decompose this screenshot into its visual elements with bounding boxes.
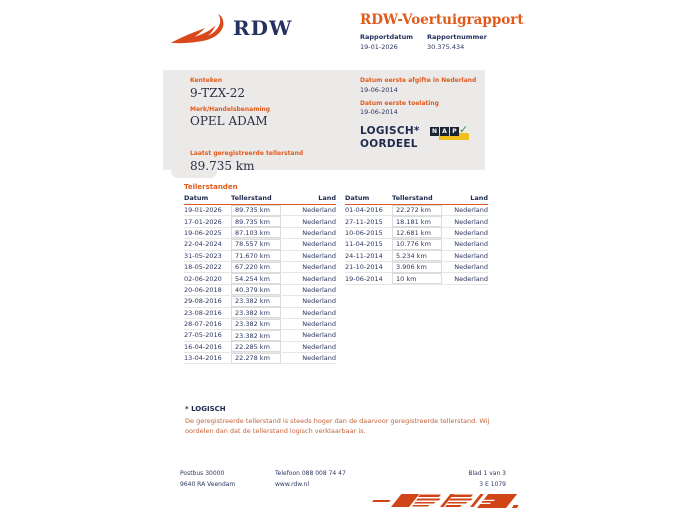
odometer-row — [184, 273, 336, 284]
odometer-cell — [231, 284, 287, 295]
report-number-field — [427, 33, 487, 51]
odometer-cell — [231, 330, 287, 341]
odometer-row — [184, 353, 336, 364]
tellerstand-value: 89.735 km — [190, 158, 255, 173]
merk-value: OPEL ADAM — [190, 114, 268, 128]
rdw-eagle-icon — [170, 10, 226, 46]
odometer-cell — [231, 262, 287, 273]
odometer-date: 28-07-2016 — [184, 320, 222, 329]
logisch-footnote — [185, 405, 517, 436]
odometer-date: 17-01-2026 — [184, 217, 222, 226]
footer-page-info — [436, 469, 506, 491]
odometer-date: 27-11-2015 — [345, 217, 383, 226]
afgifte-label: Datum eerste afgifte in Nederland — [360, 77, 477, 84]
odometer-date: 18-05-2022 — [184, 263, 222, 272]
footer-doc-code: 3 E 1079 — [479, 480, 506, 488]
odometer-row — [345, 251, 488, 262]
vehicle-summary-panel — [163, 70, 485, 173]
odometer-row — [184, 319, 336, 330]
kenteken-value: 9-TZX-22 — [190, 85, 246, 100]
odometer-value: 10 km — [392, 273, 442, 284]
odometer-country: Nederland — [302, 308, 336, 317]
report-number-label: Rapportnummer — [427, 33, 487, 41]
odometer-row — [184, 342, 336, 353]
odometer-date: 24-11-2014 — [345, 251, 383, 260]
footnote-text: De geregistreerde tellerstand is steeds hoger dan de daarvoor geregistreerde tellerstand. Wij oordelen dan dat de tellerstand logisch verklaarbaar is. — [185, 417, 490, 436]
odometer-cell — [231, 205, 287, 216]
odometer-cell — [392, 262, 448, 273]
footer-address — [180, 469, 275, 491]
footer-contact — [275, 469, 436, 491]
odometer-row — [345, 216, 488, 227]
nap-letter-n: N — [431, 128, 438, 135]
odometer-cell — [392, 205, 448, 216]
footer-page-number: Blad 1 van 3 — [468, 470, 506, 477]
odometer-cell — [392, 227, 448, 238]
odometer-value: 71.670 km — [231, 250, 281, 261]
odometer-cell — [231, 239, 287, 250]
odometer-cell — [231, 227, 287, 238]
odometer-value: 22.272 km — [392, 205, 442, 216]
odometer-country: Nederland — [302, 206, 336, 215]
oordeel-line2: OORDEEL — [360, 138, 418, 151]
odometer-country: Nederland — [302, 251, 336, 260]
odometer-value: 22.285 km — [231, 341, 281, 352]
odometer-cell — [392, 273, 448, 284]
toelating-label: Datum eerste toelating — [360, 99, 439, 107]
odometer-value: 23.382 km — [231, 296, 281, 307]
odometer-value: 54.254 km — [231, 273, 281, 284]
report-number-value: 30.375.434 — [427, 43, 465, 51]
odometer-cell — [231, 319, 287, 330]
odometer-value: 10.776 km — [392, 239, 442, 250]
report-date-value: 19-01-2026 — [360, 43, 398, 51]
odometer-value: 23.382 km — [231, 330, 281, 341]
odometer-country: Nederland — [302, 263, 336, 272]
odometer-country: Nederland — [302, 274, 336, 283]
odometer-cell — [392, 250, 448, 261]
odometer-cell — [231, 273, 287, 284]
odometer-country: Nederland — [454, 274, 488, 283]
odometer-country: Nederland — [302, 331, 336, 340]
odometer-row — [345, 205, 488, 216]
check-icon: ✓ — [459, 123, 469, 136]
odometer-row — [184, 228, 336, 239]
odometer-date: 19-01-2026 — [184, 206, 222, 215]
odometer-country: Nederland — [302, 217, 336, 226]
odometer-country: Nederland — [302, 285, 336, 294]
nap-letter-p: P — [450, 127, 459, 136]
odometer-row — [184, 308, 336, 319]
footer-address-line1: Postbus 30000 — [180, 470, 225, 477]
odometer-value: 23.382 km — [231, 307, 281, 318]
odometer-row — [345, 273, 488, 284]
odometer-value: 87.103 km — [231, 227, 281, 238]
odometer-date: 02-06-2020 — [184, 274, 222, 283]
odometer-row — [184, 205, 336, 216]
afgifte-value: 19-06-2014 — [360, 85, 398, 94]
column-header-datum: Datum — [184, 194, 209, 202]
rdw-speed-pattern-icon — [372, 492, 524, 512]
odometer-date: 19-06-2014 — [345, 274, 383, 283]
odometer-country: Nederland — [302, 342, 336, 351]
tellerstand-label: Laatst geregistreerde tellerstand — [190, 150, 304, 157]
odometer-country: Nederland — [302, 240, 336, 249]
odometer-date: 22-04-2024 — [184, 240, 222, 249]
column-header-tellerstand: Tellerstand — [231, 194, 272, 202]
odometer-value: 67.220 km — [231, 262, 281, 273]
odometer-table-right — [345, 194, 488, 285]
report-date-field — [360, 33, 413, 51]
report-date-label: Rapportdatum — [360, 33, 414, 41]
odometer-cell — [231, 250, 287, 261]
vehicle-identity — [190, 77, 303, 179]
odometer-value: 12.681 km — [392, 227, 442, 238]
column-header-land: Land — [470, 194, 488, 202]
odometer-value: 18.181 km — [392, 216, 442, 227]
odometer-cell — [231, 341, 287, 352]
page-footer — [180, 469, 506, 491]
odometer-date: 13-04-2016 — [184, 354, 222, 363]
odometer-country: Nederland — [302, 297, 336, 306]
odometer-date: 23-08-2016 — [184, 308, 222, 317]
page-title: RDW-Voertuigrapport — [360, 12, 524, 28]
rdw-logo-text: RDW — [233, 16, 293, 40]
odometer-value: 3.906 km — [392, 262, 442, 273]
odometer-value: 89.735 km — [231, 205, 281, 216]
odometer-date: 27-05-2016 — [184, 331, 222, 340]
odometer-row — [184, 251, 336, 262]
odometer-date: 16-04-2016 — [184, 342, 222, 351]
odometer-date: 01-04-2016 — [345, 206, 383, 215]
table-body-right — [345, 205, 488, 285]
odometer-row — [345, 228, 488, 239]
odometer-country: Nederland — [302, 354, 336, 363]
odometer-value: 40.379 km — [231, 284, 281, 295]
toelating-value: 19-06-2014 — [360, 108, 398, 116]
odometer-country: Nederland — [454, 251, 488, 260]
odometer-row — [184, 239, 336, 250]
odometer-value: 23.382 km — [231, 319, 281, 330]
odometer-country: Nederland — [454, 263, 488, 272]
nap-letter-a: A — [440, 127, 449, 136]
footer-website: www.rdw.nl — [275, 480, 309, 488]
odometer-cell — [231, 216, 287, 227]
odometer-date: 11-04-2015 — [345, 240, 383, 249]
table-header — [345, 194, 488, 205]
kenteken-label: Kenteken — [190, 77, 222, 84]
odometer-value: 22.278 km — [231, 353, 281, 364]
odometer-cell — [392, 239, 448, 250]
odometer-date: 29-08-2016 — [184, 297, 222, 306]
odometer-value: 78.557 km — [231, 239, 281, 250]
odometer-cell — [231, 353, 287, 364]
tellerstanden-title: Tellerstanden — [184, 183, 238, 191]
column-header-land: Land — [318, 194, 336, 202]
odometer-date: 21-10-2014 — [345, 263, 383, 272]
odometer-country: Nederland — [302, 320, 336, 329]
odometer-table-left — [184, 194, 336, 364]
nap-logo — [430, 123, 472, 143]
odometer-date: 31-05-2023 — [184, 251, 222, 260]
column-header-tellerstand: Tellerstand — [392, 194, 433, 202]
odometer-country: Nederland — [454, 206, 488, 215]
odometer-value: 5.234 km — [392, 250, 442, 261]
odometer-row — [184, 262, 336, 273]
report-meta — [360, 33, 487, 51]
odometer-row — [184, 285, 336, 296]
table-header — [184, 194, 336, 205]
odometer-row — [345, 262, 488, 273]
odometer-row — [345, 239, 488, 250]
odometer-cell — [231, 296, 287, 307]
odometer-row — [184, 296, 336, 307]
odometer-cell — [231, 307, 287, 318]
column-header-datum: Datum — [345, 194, 370, 202]
footer-phone: Telefoon 088 008 74 47 — [275, 470, 346, 477]
odometer-value: 89.735 km — [231, 216, 281, 227]
table-body-left — [184, 205, 336, 364]
odometer-cell — [392, 216, 448, 227]
odometer-row — [184, 216, 336, 227]
odometer-country: Nederland — [302, 228, 336, 237]
oordeel-line1: LOGISCH* — [360, 125, 420, 137]
odometer-country: Nederland — [454, 228, 488, 237]
odometer-row — [184, 330, 336, 341]
odometer-country: Nederland — [454, 240, 488, 249]
vehicle-dates — [360, 77, 480, 151]
odometer-date: 20-06-2018 — [184, 285, 222, 294]
odometer-date: 19-06-2025 — [184, 228, 222, 237]
odometer-date: 10-06-2015 — [345, 228, 383, 237]
footnote-title: * LOGISCH — [185, 405, 226, 413]
rdw-logo — [170, 10, 292, 46]
footer-address-line2: 9640 RA Veendam — [180, 480, 236, 488]
merk-label: Merk/Handelsbenaming — [190, 105, 271, 113]
odometer-country: Nederland — [454, 217, 488, 226]
